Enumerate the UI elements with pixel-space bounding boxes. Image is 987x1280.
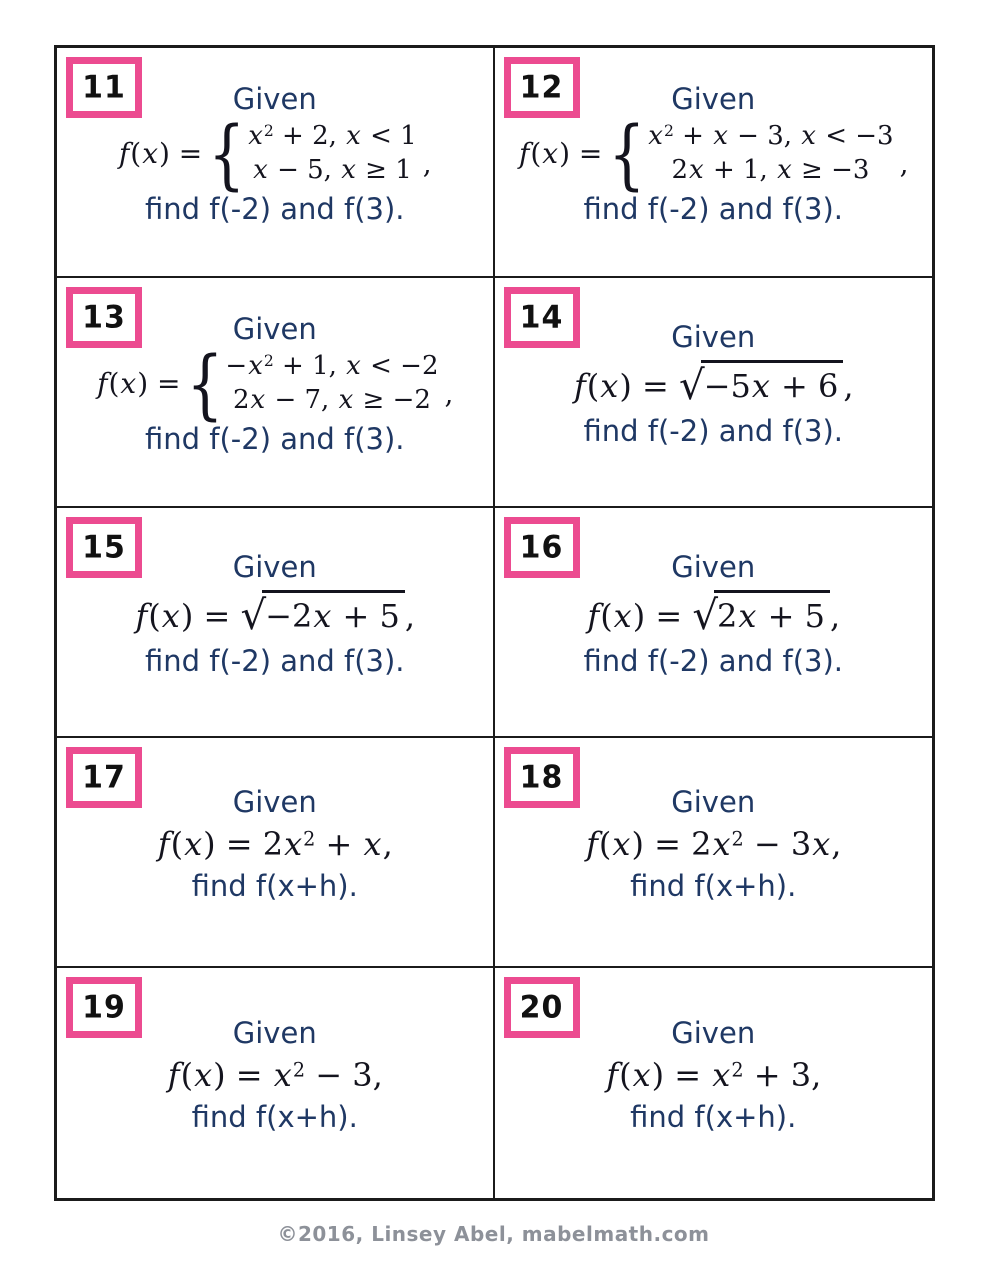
- trailing-comma: ,: [899, 146, 909, 180]
- task-card: [495, 738, 933, 968]
- formula-lhs: f(x) =: [573, 366, 669, 405]
- find-instruction: find f(-2) and f(3).: [583, 191, 844, 226]
- trailing-comma: ,: [843, 366, 854, 405]
- case-line-1: $x^2 + 2$, x < 1: [248, 121, 417, 152]
- formula: [134, 591, 415, 637]
- formula: [573, 361, 854, 407]
- find-instruction: find f(-2) and f(3).: [144, 644, 405, 679]
- given-label: Given: [232, 784, 317, 819]
- card-number: 11: [82, 69, 126, 106]
- task-card: [57, 508, 495, 738]
- given-label: Given: [671, 82, 756, 117]
- card-number: 16: [519, 529, 564, 566]
- formula-lhs: f(x) =: [97, 366, 181, 400]
- task-card: [495, 278, 933, 508]
- case-line-1: $-x^2 + 1$, x < −2: [225, 351, 439, 382]
- find-instruction: find f(-2) and f(3).: [583, 644, 844, 679]
- radicand: 2x + 5: [714, 590, 830, 635]
- task-card: [57, 48, 495, 278]
- radical-icon: √: [240, 591, 267, 639]
- task-card: [57, 278, 495, 508]
- formula: $f(x) = 2x^2 + x$,: [157, 824, 393, 863]
- card-number: 12: [519, 69, 564, 106]
- card-number-badge: [504, 287, 580, 348]
- given-label: Given: [232, 1015, 317, 1050]
- find-instruction: find f(x+h).: [191, 869, 358, 904]
- trailing-comma: ,: [444, 376, 454, 410]
- case-line-2: 2x + 1, x ≥ −3: [671, 155, 870, 185]
- given-label: Given: [671, 549, 756, 584]
- card-number-badge: [504, 747, 580, 808]
- trailing-comma: ,: [404, 596, 416, 635]
- card-number-badge: [504, 517, 580, 578]
- case-line-1: $x^2 + x - 3$, x < −3: [648, 121, 894, 152]
- given-label: Given: [232, 549, 317, 584]
- task-card: [57, 738, 495, 968]
- trailing-comma: ,: [829, 596, 841, 635]
- trailing-comma: ,: [422, 146, 432, 180]
- card-number-badge: [504, 57, 580, 118]
- formula-lhs: f(x) =: [518, 136, 603, 170]
- case-line-2: 2x − 7, x ≥ −2: [232, 385, 431, 415]
- worksheet-grid: [54, 45, 935, 1201]
- formula: [518, 109, 909, 199]
- card-number: 14: [519, 299, 564, 336]
- find-instruction: find f(x+h).: [191, 1100, 358, 1135]
- formula-lhs: f(x) =: [118, 136, 203, 170]
- radical-icon: √: [692, 591, 719, 639]
- formula: [118, 109, 432, 199]
- find-instruction: find f(-2) and f(3).: [583, 414, 844, 449]
- formula: [586, 591, 840, 637]
- brace-icon: {: [186, 339, 224, 429]
- card-number: 18: [519, 759, 564, 796]
- card-number: 17: [82, 759, 126, 796]
- radical-icon: √: [678, 361, 705, 409]
- brace-icon: {: [608, 109, 646, 199]
- find-instruction: find f(x+h).: [630, 1100, 797, 1135]
- footer-credit: ©2016, Linsey Abel, mabelmath.com: [277, 1222, 710, 1246]
- given-label: Given: [671, 784, 756, 819]
- piecewise-cases: [225, 350, 438, 418]
- given-label: Given: [232, 312, 317, 347]
- radicand: −5x + 6: [701, 360, 844, 405]
- card-number-badge: [504, 977, 580, 1038]
- given-label: Given: [232, 82, 317, 117]
- formula: $f(x) = 2x^2 - 3x$,: [586, 824, 842, 863]
- formula: $f(x) = x^2 + 3$,: [606, 1055, 822, 1094]
- radicand: −2x + 5: [262, 590, 405, 635]
- card-number: 19: [82, 989, 126, 1026]
- case-line-2: x − 5, x ≥ 1: [253, 155, 412, 185]
- task-card: [57, 968, 495, 1198]
- card-number-badge: [66, 57, 142, 118]
- formula-lhs: f(x) =: [587, 596, 683, 635]
- formula: $f(x) = x^2 - 3$,: [167, 1055, 383, 1094]
- find-instruction: find f(-2) and f(3).: [144, 421, 405, 456]
- formula: [96, 339, 454, 429]
- find-instruction: find f(x+h).: [630, 869, 797, 904]
- task-card: [495, 508, 933, 738]
- card-number: 15: [82, 529, 126, 566]
- card-number-badge: [66, 747, 142, 808]
- task-card: [495, 48, 933, 278]
- brace-icon: {: [208, 109, 246, 199]
- card-number: 20: [519, 989, 564, 1026]
- piecewise-cases: [247, 120, 417, 188]
- formula-lhs: f(x) =: [135, 596, 231, 635]
- find-instruction: find f(-2) and f(3).: [144, 191, 405, 226]
- card-number-badge: [66, 287, 142, 348]
- given-label: Given: [671, 1015, 756, 1050]
- task-card: [495, 968, 933, 1198]
- piecewise-cases: [647, 120, 893, 188]
- card-number: 13: [82, 299, 126, 336]
- card-number-badge: [66, 517, 142, 578]
- card-number-badge: [66, 977, 142, 1038]
- given-label: Given: [671, 319, 756, 354]
